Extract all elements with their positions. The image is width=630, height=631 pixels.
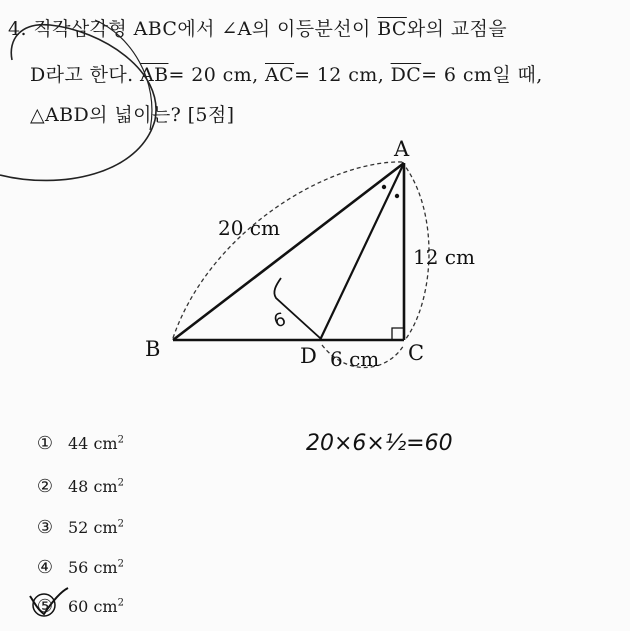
choice-number: ⑤ <box>36 596 54 617</box>
right-angle-mark <box>392 328 404 340</box>
label-dc-length: 6 cm <box>330 347 380 371</box>
choice-value: 44 $cm^2$ <box>68 434 124 453</box>
bisector-ad <box>320 163 404 340</box>
angle-mark-dot-2 <box>395 194 399 198</box>
vertex-c-label: C <box>408 341 425 365</box>
vertex-b-label: B <box>145 337 161 361</box>
segment-ac: $\overline{AC}$ <box>265 64 295 86</box>
label-ab-length: 20 cm <box>218 216 280 240</box>
choice-value: 52 $cm^2$ <box>68 518 124 537</box>
angle-mark-dot-1 <box>382 185 386 189</box>
segment-ac-value: = 12 cm, <box>294 64 385 86</box>
question-text-1: 직각삼각형 ABC에서 ∠A의 이등분선이 <box>33 18 371 40</box>
choice-value: 60 $cm^2$ <box>68 597 124 616</box>
choice-number: ④ <box>36 557 54 578</box>
choice-5[interactable] <box>32 596 124 617</box>
question-text-3: △ABD의 넓이는? [5점] <box>30 104 235 126</box>
segment-bc: $\overline{BC}$ <box>377 18 407 40</box>
vertex-d-label: D <box>300 344 317 368</box>
question-text-2: D라고 한다. <box>30 64 134 86</box>
segment-dc: $\overline{DC}$ <box>390 64 422 86</box>
question-number: 4. <box>8 18 27 40</box>
choice-1[interactable] <box>32 433 124 454</box>
choice-3[interactable] <box>32 517 124 538</box>
handwritten-circle-mark <box>0 25 156 181</box>
choice-number: ③ <box>36 517 54 538</box>
segment-ab-value: = 20 cm, <box>168 64 259 86</box>
vertex-a-label: A <box>394 137 410 161</box>
choice-number: ② <box>36 476 54 497</box>
handwritten-height-label: 6 <box>270 308 289 333</box>
question-text-1-end: 와의 교점을 <box>406 18 508 40</box>
side-ab <box>173 163 404 340</box>
handwritten-computation: 20×6×½=60 <box>306 431 453 456</box>
segment-ab: $\overline{AB}$ <box>139 64 169 86</box>
arc-ab <box>173 162 402 338</box>
label-ac-length: 12 cm <box>413 245 475 269</box>
choice-2[interactable] <box>32 476 124 497</box>
choice-number: ① <box>36 433 54 454</box>
choice-value: 56 $cm^2$ <box>68 558 124 577</box>
choice-value: 48 $cm^2$ <box>68 477 124 496</box>
choice-4[interactable] <box>32 557 124 578</box>
segment-dc-value: = 6 cm일 때, <box>421 64 543 86</box>
